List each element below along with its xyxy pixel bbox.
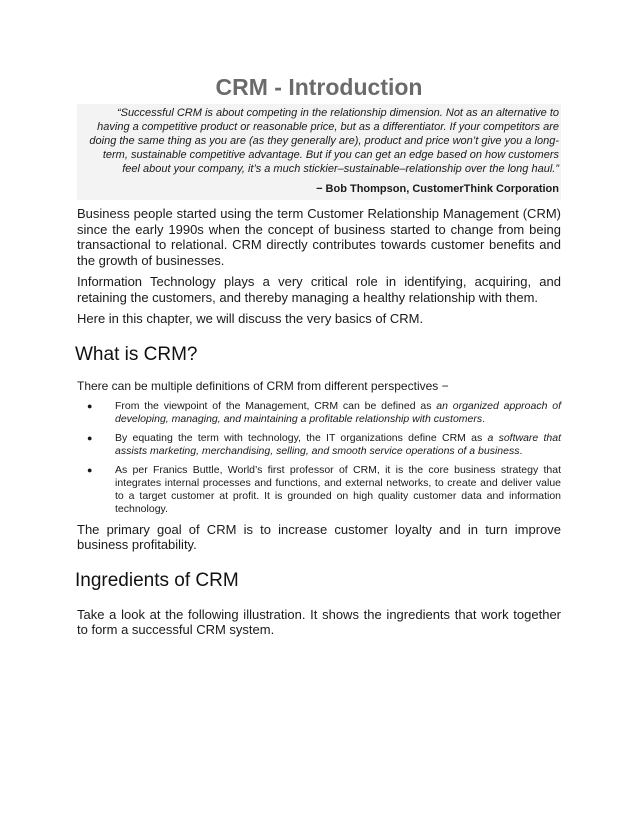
definition-emphasis: an organized approach of developing, managing, and maintaining a profitable relationship with customers (115, 399, 561, 425)
quote-attribution: − Bob Thompson, CustomerThink Corporation (316, 183, 559, 195)
intro-paragraph-2: Information Technology plays a very critical role in identifying, acquiring, and retaining the customers, and thereby managing a healthy relationship with them. (77, 274, 561, 305)
definition-text: From the viewpoint of the Management, CRM can be defined as (115, 399, 437, 412)
definition-item (77, 400, 561, 426)
definition-end: . (482, 412, 486, 425)
page-title: CRM - Introduction (215, 74, 423, 100)
definitions-list (77, 400, 561, 516)
quote-box (77, 104, 561, 200)
definition-text: As per Franics Buttle, World’s first professor of CRM, it is the core business strategy that integrates internal processes and functions, and external networks, to create and deliver value to a target customer at profit. It is grounded on high quality customer data and information technology. (115, 463, 561, 515)
document-page (77, 74, 561, 638)
intro-paragraph-3: Here in this chapter, we will discuss the very basics of CRM. (77, 311, 424, 326)
crm-goal-paragraph: The primary goal of CRM is to increase customer loyalty and in turn improve business profitability. (77, 521, 561, 552)
definition-end: . (519, 444, 523, 457)
bullet-icon: ● (87, 400, 93, 411)
bullet-icon: ● (87, 432, 93, 443)
definition-text: By equating the term with technology, the IT organizations define CRM as (115, 431, 488, 444)
quote-text: “Successful CRM is about competing in the relationship dimension. Not as an alternative to having a competitive product or reasonable price, but as a differentiator. If your competitors are doing the same thing as you are (as they generally are), product and price won’t give you a long-term, sustainable competitive advantage. But if you can get an edge based on how customers feel about your company, it’s a much stickier–sustainable–relationship over the long haul.” (89, 107, 559, 175)
heading-ingredients: Ingredients of CRM (75, 569, 239, 591)
heading-what-is-crm: What is CRM? (75, 343, 198, 365)
definition-emphasis: a software that assists marketing, merchandising, selling, and smooth service operations of a business (115, 431, 562, 457)
ingredients-paragraph: Take a look at the following illustration. It shows the ingredients that work together to form a successful CRM system. (77, 606, 561, 637)
definition-item (77, 464, 561, 516)
definitions-lead: There can be multiple definitions of CRM from different perspectives − (77, 378, 449, 393)
bullet-icon: ● (87, 464, 93, 475)
intro-paragraph-1: Business people started using the term Customer Relationship Management (CRM) since the early 1990s when the concept of business started to change from being transactional to relational. CRM directly contributes towards customer benefits and the growth of businesses. (77, 206, 561, 268)
definition-item (77, 432, 561, 458)
